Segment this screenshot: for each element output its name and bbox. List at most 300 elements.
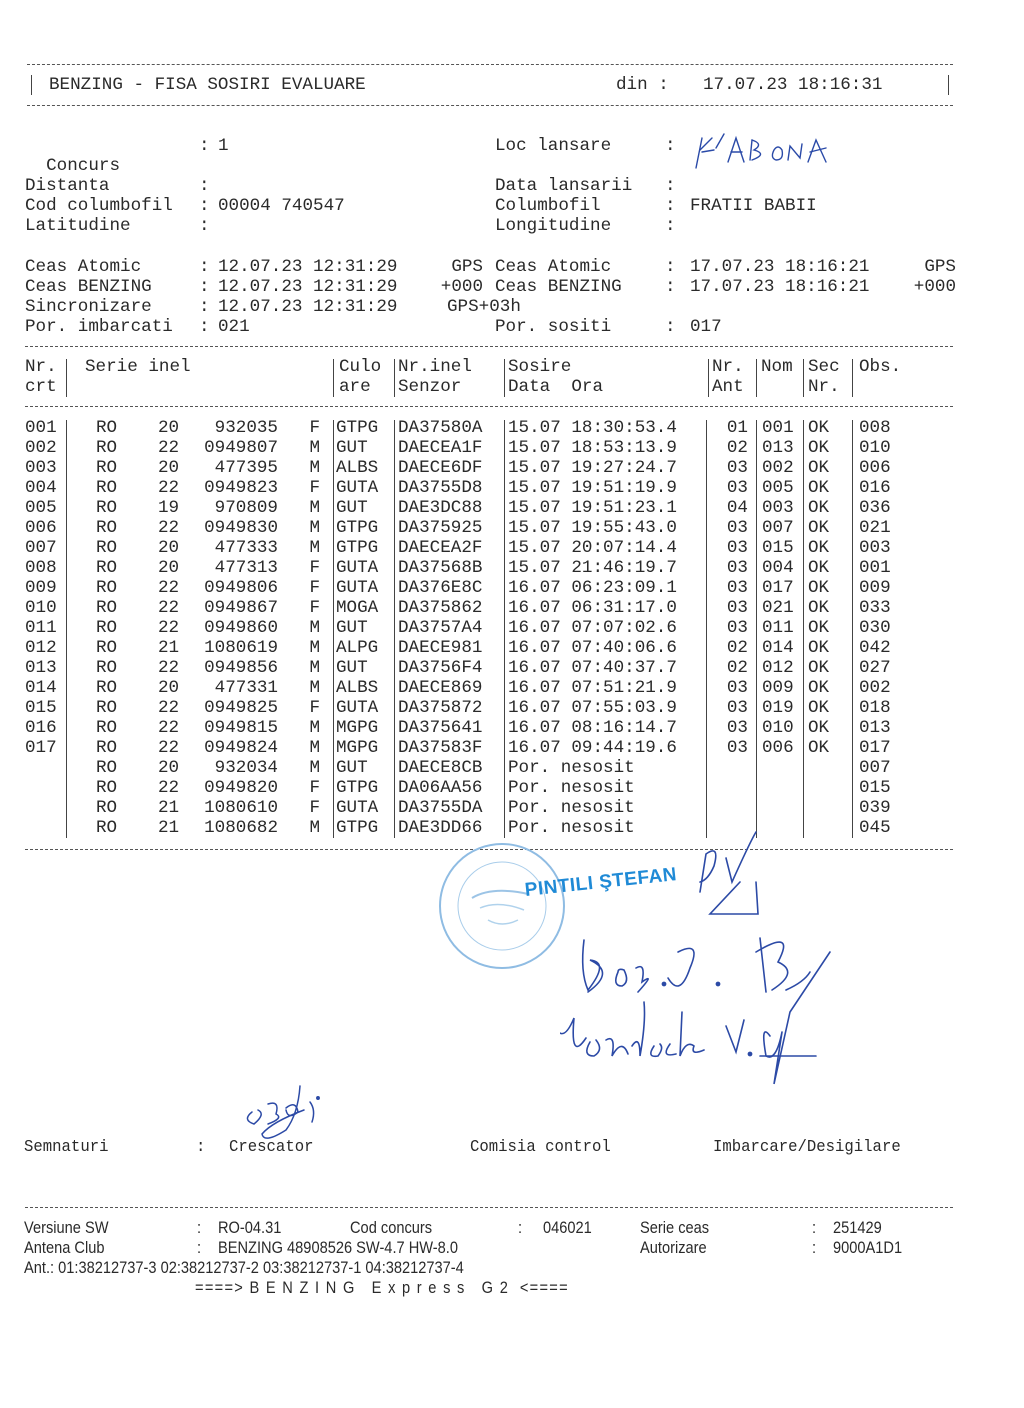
signature-comisia-label: Comisia control — [470, 1138, 611, 1157]
colon: : — [665, 136, 676, 156]
cell-nr-crt: 004 — [25, 478, 57, 498]
cell-nom: 002 — [762, 458, 794, 478]
cell-nr-ant: 03 — [726, 618, 748, 638]
cell-tara: RO — [96, 598, 118, 618]
clock-left-value: 12.07.23 12:31:29 — [218, 277, 398, 297]
footer-serie-ceas-value: 251429 — [833, 1218, 882, 1237]
cell-an: 21 — [158, 798, 180, 818]
cell-sex: F — [309, 558, 320, 578]
cell-tara: RO — [96, 798, 118, 818]
cell-senzor: DA37580A — [398, 418, 483, 438]
cell-nr-crt: 013 — [25, 658, 57, 678]
report-date-label: din : — [616, 75, 669, 95]
header-column-separator — [852, 359, 853, 397]
cell-an: 19 — [158, 498, 180, 518]
cell-obs: 033 — [859, 598, 891, 618]
cell-sosire: 16.07 07:51:21.9 — [508, 678, 677, 698]
clock-left-value: 12.07.23 12:31:29 — [218, 257, 398, 277]
colon: : — [199, 196, 210, 216]
clock-left-label: Sincronizare — [25, 297, 152, 317]
cell-sec: OK — [808, 498, 830, 518]
cell-sec: OK — [808, 418, 830, 438]
header-sosire-line2: Data Ora — [508, 377, 604, 397]
colon: : — [812, 1238, 817, 1257]
clock-left-suffix: +000 — [440, 277, 483, 297]
info-value-columbofil: FRATII BABII — [690, 196, 817, 216]
cell-inel: 0949823 — [204, 478, 278, 498]
cell-obs: 042 — [859, 638, 891, 658]
info-longitudine-label: Longitudine — [495, 216, 612, 236]
cell-an: 22 — [158, 698, 180, 718]
cell-nr-crt: 003 — [25, 458, 57, 478]
cell-sosire: 15.07 19:55:43.0 — [508, 518, 677, 538]
info-value-concurs: 1 — [218, 136, 229, 156]
cell-nom: 003 — [762, 498, 794, 518]
cell-culoare: GTPG — [336, 418, 379, 438]
footer-serie-ceas-label: Serie ceas — [640, 1218, 710, 1237]
colon: : — [199, 297, 210, 317]
header-column-separator — [504, 359, 505, 397]
cell-tara: RO — [96, 658, 118, 678]
cell-nr-ant: 03 — [726, 458, 748, 478]
cell-inel: 0949815 — [204, 718, 278, 738]
cell-tara: RO — [96, 438, 118, 458]
cell-sec: OK — [808, 438, 830, 458]
clock-right-label: Ceas Atomic — [495, 257, 612, 277]
cell-sosire: 16.07 07:40:37.7 — [508, 658, 677, 678]
colon: : — [665, 317, 676, 337]
cell-an: 22 — [158, 738, 180, 758]
cell-obs: 009 — [859, 578, 891, 598]
cell-an: 20 — [158, 418, 180, 438]
cell-inel: 0949806 — [204, 578, 278, 598]
info-columbofil-label: Columbofil — [495, 196, 601, 216]
header-nr-crt-line2: crt — [25, 377, 57, 397]
cell-inel: 0949825 — [204, 698, 278, 718]
cell-nr-crt: 009 — [25, 578, 57, 598]
cell-obs: 030 — [859, 618, 891, 638]
cell-sex: M — [309, 738, 320, 758]
cell-an: 22 — [158, 778, 180, 798]
cell-inel: 477395 — [214, 458, 278, 478]
cell-nr-ant: 03 — [726, 578, 748, 598]
cell-nr-crt: 008 — [25, 558, 57, 578]
cell-tara: RO — [96, 758, 118, 778]
cell-sec: OK — [808, 738, 830, 758]
colon: : — [665, 216, 676, 236]
cell-sosire: 16.07 08:16:14.7 — [508, 718, 677, 738]
colon: : — [199, 216, 210, 236]
cell-obs: 017 — [859, 738, 891, 758]
cell-nr-ant: 03 — [726, 538, 748, 558]
cell-sosire: 16.07 09:44:19.6 — [508, 738, 677, 758]
cell-sosire: 15.07 18:30:53.4 — [508, 418, 677, 438]
cell-culoare: ALPG — [336, 638, 379, 658]
cell-nom: 019 — [762, 698, 794, 718]
cell-sec: OK — [808, 458, 830, 478]
cell-sec: OK — [808, 538, 830, 558]
cell-nr-crt: 015 — [25, 698, 57, 718]
cell-sex: F — [309, 778, 320, 798]
cell-culoare: GUTA — [336, 558, 379, 578]
cell-nr-crt: 005 — [25, 498, 57, 518]
cell-senzor: DAE3DC88 — [398, 498, 483, 518]
info-label: Concurs — [46, 156, 121, 176]
cell-sex: M — [309, 678, 320, 698]
cell-inel: 0949807 — [204, 438, 278, 458]
cell-obs: 021 — [859, 518, 891, 538]
cell-an: 21 — [158, 638, 180, 658]
cell-nr-crt: 007 — [25, 538, 57, 558]
cell-senzor: DA3755D8 — [398, 478, 483, 498]
header-sec-nr-line1: Sec — [808, 357, 840, 377]
cell-inel: 970809 — [214, 498, 278, 518]
cell-obs: 001 — [859, 558, 891, 578]
colon: : — [665, 277, 676, 297]
cell-nom: 021 — [762, 598, 794, 618]
cell-nr-ant: 02 — [726, 658, 748, 678]
cell-sec: OK — [808, 518, 830, 538]
header-culoare-line2: are — [339, 377, 371, 397]
cell-obs: 027 — [859, 658, 891, 678]
cell-nr-ant: 01 — [726, 418, 748, 438]
cell-an: 20 — [158, 678, 180, 698]
cell-sosire: Por. nesosit — [508, 798, 635, 818]
colon: : — [197, 1218, 202, 1237]
cell-nr-crt: 014 — [25, 678, 57, 698]
cell-obs: 036 — [859, 498, 891, 518]
cell-an: 22 — [158, 578, 180, 598]
cell-tara: RO — [96, 478, 118, 498]
cell-inel: 0949860 — [204, 618, 278, 638]
cell-culoare: GUT — [336, 498, 368, 518]
column-separator — [852, 420, 853, 838]
cell-sex: M — [309, 498, 320, 518]
cell-sex: F — [309, 598, 320, 618]
cell-senzor: DA06AA56 — [398, 778, 483, 798]
footer-versiune-label: Versiune SW — [24, 1218, 109, 1237]
cell-culoare: GTPG — [336, 518, 379, 538]
cell-nom: 010 — [762, 718, 794, 738]
signature-commission — [560, 822, 860, 1092]
cell-sex: F — [309, 478, 320, 498]
footer-autorizare-value: 9000A1D1 — [833, 1238, 903, 1257]
cell-sex: M — [309, 538, 320, 558]
cell-senzor: DA375872 — [398, 698, 483, 718]
footer-cod-concurs-label: Cod concurs — [350, 1218, 433, 1237]
cell-obs: 006 — [859, 458, 891, 478]
cell-senzor: DAECE8CB — [398, 758, 483, 778]
cell-culoare: GUTA — [336, 578, 379, 598]
colon: : — [196, 1138, 206, 1157]
cell-tara: RO — [96, 578, 118, 598]
cell-an: 22 — [158, 618, 180, 638]
cell-sosire: 16.07 07:07:02.6 — [508, 618, 677, 638]
cell-sec: OK — [808, 678, 830, 698]
cell-nr-ant: 03 — [726, 558, 748, 578]
cell-nr-ant: 03 — [726, 598, 748, 618]
footer-versiune-value: RO-04.31 — [218, 1218, 282, 1237]
cell-sosire: 15.07 21:46:19.7 — [508, 558, 677, 578]
cell-nom: 017 — [762, 578, 794, 598]
cell-sex: M — [309, 818, 320, 838]
clock-right-value: 17.07.23 18:16:21 — [690, 257, 870, 277]
cell-nr-crt: 010 — [25, 598, 57, 618]
header-obs-line1: Obs. — [859, 357, 902, 377]
cell-obs: 045 — [859, 818, 891, 838]
colon: : — [199, 176, 210, 196]
cell-tara: RO — [96, 498, 118, 518]
footer-antena-value: BENZING 48908526 SW-4.7 HW-8.0 — [218, 1238, 458, 1257]
clock-right-label: Por. sositi — [495, 317, 612, 337]
cell-sex: F — [309, 798, 320, 818]
column-separator — [756, 420, 757, 838]
cell-sec: OK — [808, 598, 830, 618]
cell-culoare: GUTA — [336, 698, 379, 718]
info-cod-label: Cod columbofil — [25, 196, 173, 216]
cell-nr-crt: 012 — [25, 638, 57, 658]
header-bottom-rule — [27, 105, 953, 106]
cell-senzor: DA3757A4 — [398, 618, 483, 638]
header-culoare-line1: Culo — [339, 357, 382, 377]
signature-crescator-label: Crescator — [229, 1138, 314, 1157]
signature-imbarcare-label: Imbarcare/Desigilare — [713, 1138, 901, 1157]
column-separator — [66, 420, 67, 838]
cell-culoare: GUT — [336, 658, 368, 678]
footer-rule — [25, 1207, 953, 1208]
colon: : — [518, 1218, 523, 1237]
info-value-cod-columbofil: 00004 740547 — [218, 196, 345, 216]
cell-an: 21 — [158, 818, 180, 838]
cell-tara: RO — [96, 538, 118, 558]
clock-right-label: Ceas BENZING — [495, 277, 622, 297]
info-loc-lansare-label: Loc lansare — [495, 136, 612, 156]
cell-obs: 013 — [859, 718, 891, 738]
cell-nr-crt: 016 — [25, 718, 57, 738]
cell-senzor: DA3756F4 — [398, 658, 483, 678]
cell-nom: 006 — [762, 738, 794, 758]
clock-left-label: Ceas Atomic — [25, 257, 142, 277]
cell-senzor: DA37568B — [398, 558, 483, 578]
cell-sec: OK — [808, 718, 830, 738]
cell-nr-ant: 03 — [726, 478, 748, 498]
column-separator — [333, 420, 334, 838]
cell-obs: 008 — [859, 418, 891, 438]
cell-nr-ant: 03 — [726, 738, 748, 758]
signatures-label: Semnaturi — [24, 1138, 109, 1157]
cell-inel: 477333 — [214, 538, 278, 558]
clock-left-suffix: GPS — [451, 257, 483, 277]
footer-autorizare-label: Autorizare — [640, 1238, 707, 1257]
handwritten-loc-lansare — [688, 128, 858, 172]
cell-tara: RO — [96, 418, 118, 438]
colon: : — [665, 176, 676, 196]
cell-an: 20 — [158, 458, 180, 478]
header-sosire-line1: Sosire — [508, 357, 572, 377]
cell-culoare: GUTA — [336, 798, 379, 818]
footer-antena-label: Antena Club — [24, 1238, 105, 1257]
cell-nr-ant: 02 — [726, 638, 748, 658]
cell-sex: M — [309, 638, 320, 658]
cell-obs: 039 — [859, 798, 891, 818]
info-distanta-label: Distanta — [25, 176, 110, 196]
cell-culoare: MGPG — [336, 718, 379, 738]
colon: : — [199, 317, 210, 337]
footer-banner: ====> B E N Z I N G E x p r e s s G 2 <==== — [195, 1278, 569, 1297]
cell-obs: 016 — [859, 478, 891, 498]
cell-obs: 002 — [859, 678, 891, 698]
footer-cod-concurs-value: 046021 — [543, 1218, 592, 1237]
cell-nr-ant: 02 — [726, 438, 748, 458]
cell-sex: F — [309, 578, 320, 598]
cell-sec: OK — [808, 558, 830, 578]
cell-nr-crt: 011 — [25, 618, 57, 638]
cell-an: 22 — [158, 478, 180, 498]
cell-tara: RO — [96, 778, 118, 798]
cell-senzor: DA375862 — [398, 598, 483, 618]
cell-senzor: DA375641 — [398, 718, 483, 738]
cell-tara: RO — [96, 458, 118, 478]
cell-tara: RO — [96, 678, 118, 698]
cell-inel: 932034 — [214, 758, 278, 778]
cell-nr-crt: 006 — [25, 518, 57, 538]
cell-culoare: GTPG — [336, 778, 379, 798]
cell-sex: M — [309, 458, 320, 478]
clock-right-value: 17.07.23 18:16:21 — [690, 277, 870, 297]
header-nr-ant-line2: Ant — [712, 377, 744, 397]
cell-inel: 0949830 — [204, 518, 278, 538]
cell-senzor: DAECE869 — [398, 678, 483, 698]
cell-an: 22 — [158, 718, 180, 738]
cell-senzor: DA3755DA — [398, 798, 483, 818]
clock-right-suffix: +000 — [913, 277, 956, 297]
clock-left-label: Ceas BENZING — [25, 277, 152, 297]
column-separator — [803, 420, 804, 838]
club-stamp — [432, 836, 572, 976]
cell-nom: 013 — [762, 438, 794, 458]
colon: : — [665, 257, 676, 277]
info-latitudine-label: Latitudine — [25, 216, 131, 236]
header-column-separator — [66, 359, 67, 397]
cell-culoare: MGPG — [336, 738, 379, 758]
cell-sec: OK — [808, 698, 830, 718]
cell-nr-ant: 04 — [726, 498, 748, 518]
cell-inel: 0949856 — [204, 658, 278, 678]
cell-obs: 018 — [859, 698, 891, 718]
cell-inel: 477331 — [214, 678, 278, 698]
cell-senzor: DAECEA2F — [398, 538, 483, 558]
cell-nom: 004 — [762, 558, 794, 578]
cell-tara: RO — [96, 558, 118, 578]
cell-nr-crt: 017 — [25, 738, 57, 758]
cell-sosire: 16.07 06:31:17.0 — [508, 598, 677, 618]
cell-culoare: GUTA — [336, 478, 379, 498]
cell-culoare: GTPG — [336, 818, 379, 838]
cell-tara: RO — [96, 638, 118, 658]
cell-obs: 015 — [859, 778, 891, 798]
cell-sosire: 16.07 07:55:03.9 — [508, 698, 677, 718]
header-column-separator — [803, 359, 804, 397]
cell-sosire: 16.07 07:40:06.6 — [508, 638, 677, 658]
cell-culoare: GTPG — [336, 538, 379, 558]
stamp-name: PINTILI ŞTEFAN — [523, 864, 678, 901]
cell-culoare: ALBS — [336, 458, 379, 478]
cell-an: 22 — [158, 438, 180, 458]
cell-inel: 932035 — [214, 418, 278, 438]
cell-inel: 1080619 — [204, 638, 278, 658]
cell-senzor: DA37583F — [398, 738, 483, 758]
cell-sex: M — [309, 758, 320, 778]
info-data-lansarii-label: Data lansarii — [495, 176, 633, 196]
cell-culoare: ALBS — [336, 678, 379, 698]
cell-culoare: GUT — [336, 758, 368, 778]
cell-tara: RO — [96, 618, 118, 638]
cell-nom: 001 — [762, 418, 794, 438]
cell-sex: M — [309, 518, 320, 538]
header-left-bar — [31, 75, 32, 95]
table-header-rule — [25, 406, 953, 407]
signature-crescator — [228, 1074, 348, 1144]
cell-sec: OK — [808, 578, 830, 598]
cell-sosire: Por. nesosit — [508, 778, 635, 798]
cell-obs: 007 — [859, 758, 891, 778]
colon: : — [199, 136, 210, 156]
column-separator — [394, 420, 395, 838]
cell-senzor: DAECEA1F — [398, 438, 483, 458]
cell-sex: F — [309, 418, 320, 438]
cell-sosire: 15.07 18:53:13.9 — [508, 438, 677, 458]
clock-left-label: Por. imbarcati — [25, 317, 173, 337]
cell-tara: RO — [96, 718, 118, 738]
colon: : — [199, 277, 210, 297]
clock-right-suffix: GPS — [924, 257, 956, 277]
cell-tara: RO — [96, 698, 118, 718]
clock-right-value: 017 — [690, 317, 722, 337]
colon: : — [812, 1218, 817, 1237]
cell-sec: OK — [808, 618, 830, 638]
cell-an: 20 — [158, 758, 180, 778]
cell-tara: RO — [96, 518, 118, 538]
cell-nr-ant: 03 — [726, 518, 748, 538]
cell-nr-ant: 03 — [726, 718, 748, 738]
header-column-separator — [394, 359, 395, 397]
colon: : — [197, 1238, 202, 1257]
cell-sec: OK — [808, 658, 830, 678]
cell-tara: RO — [96, 738, 118, 758]
header-nom-line1: Nom — [761, 357, 793, 377]
header-sec-nr-line2: Nr. — [808, 377, 840, 397]
cell-nom: 007 — [762, 518, 794, 538]
cell-inel: 477313 — [214, 558, 278, 578]
cell-nom: 005 — [762, 478, 794, 498]
cell-sex: M — [309, 438, 320, 458]
cell-nr-crt: 001 — [25, 418, 57, 438]
cell-sosire: 15.07 19:51:19.9 — [508, 478, 677, 498]
cell-sec: OK — [808, 638, 830, 658]
cell-inel: 0949867 — [204, 598, 278, 618]
header-right-bar — [948, 75, 949, 95]
footer-antennas: Ant.: 01:38212737-3 02:38212737-2 03:38212737-1 04:38212737-4 — [24, 1258, 464, 1277]
cell-senzor: DAECE6DF — [398, 458, 483, 478]
cell-sex: M — [309, 718, 320, 738]
header-column-separator — [756, 359, 757, 397]
cell-an: 22 — [158, 658, 180, 678]
cell-nr-ant: 03 — [726, 678, 748, 698]
header-column-separator — [708, 359, 709, 397]
report-title: BENZING - FISA SOSIRI EVALUARE — [49, 75, 366, 95]
cell-nr-ant: 03 — [726, 698, 748, 718]
cell-senzor: DA376E8C — [398, 578, 483, 598]
